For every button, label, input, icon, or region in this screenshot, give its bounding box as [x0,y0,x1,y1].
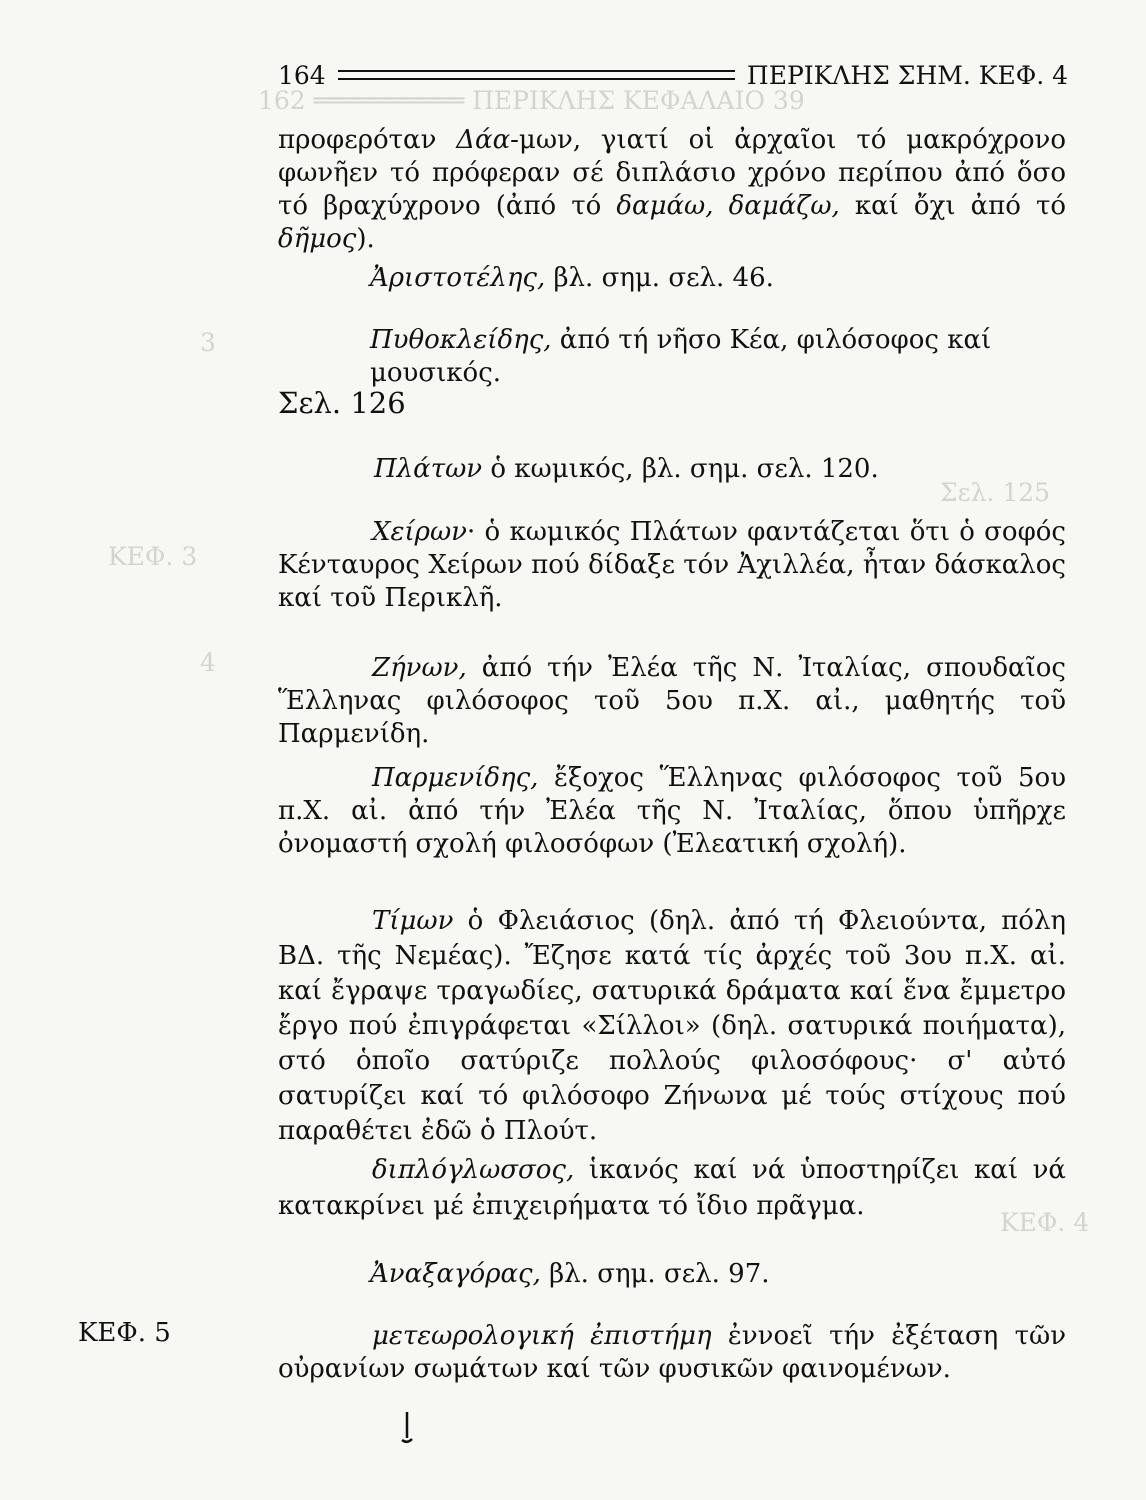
bleed-through-label-4: ΚΕΦ. 4 [1000,1208,1090,1237]
entry-term: Πλάτων [374,454,483,484]
entry-pythokleides: Πυθοκλείδης, ἀπό τή νῆσο Κέα, φιλόσοφος καί μουσικός. [370,325,992,388]
entry-term: Ἀναξαγόρας, [370,1259,541,1289]
bleed-through-sel: Σελ. 125 [940,478,1051,507]
entry-term: Πυθοκλείδης, [370,325,552,355]
entry-aristoteles: Ἀριστοτέλης, βλ. σημ. σελ. 46. [370,263,774,293]
entry-meteorologike: μετεωρολογική ἐπιστήμη ἐννοεῖ τήν ἐξέταση τῶν οὐρανίων σωμάτων καί τῶν φυσικῶν φαινομένων. [278,1321,1066,1384]
entry-term: μετεωρολογική ἐπιστήμη [372,1321,712,1351]
entry-timon: Τίμων ὁ Φλειάσιος (δηλ. ἀπό τή Φλειούντα, πόλη ΒΔ. τῆς Νεμέας). Ἔζησε κατά τίς ἀρχές τοῦ 3ου π.Χ. αἰ. καί ἔγραψε τραγωδίες, σατυρικά δράματα καί ἕνα ἔμμετρο ἔργο πού ἐπιγράφεται «Σίλλοι» (δηλ. σατυρικά ποιήματα), στό ὁποῖο σατύριζε πολλούς φιλοσόφους· σ' αὐτό σατυρίζει καί τό φιλόσοφο Ζήνωνα μέ τούς στίχους πού παραθέτει ἐδῶ ὁ Πλούτ. [278,906,1066,1146]
running-title: ΠΕΡΙΚΛΗΣ ΣΗΜ. ΚΕΦ. 4 [746,60,1068,90]
bleed-through-number-3: 3 [200,328,216,357]
bleed-through-label-3: ΚΕΦ. 3 [108,542,198,571]
stray-ink-mark-icon [398,1410,416,1444]
entry-cheiron: Χείρων· ὁ κωμικός Πλάτων φαντάζεται ὅτι ὁ σοφός Κένταυρος Χείρων πού δίδαξε τόν Ἀχιλλέα, ἦταν δάσκαλος καί τοῦ Περικλῆ. [278,517,1066,613]
entry-term: Ἀριστοτέλης, [370,263,546,293]
entry-term: διπλόγλωσσος, [372,1155,575,1185]
entry-term: Τίμων [372,906,454,936]
entry-diploglossos: διπλόγλωσσος, ἱκανός καί νά ὑποστηρίζει καί νά κατακρίνει μέ ἐπιχειρήματα τό ἴδιο πρᾶγμα. [278,1155,1066,1221]
entry-term: Παρμενίδης, [372,763,539,793]
bleed-through-number-4: 4 [200,648,216,677]
entry-parmenides: Παρμενίδης, ἔξοχος Ἕλληνας φιλόσοφος τοῦ 5ου π.Χ. αἰ. ἀπό τήν Ἐλέα τῆς Ν. Ἰταλίας, ὅπου ὑπῆρχε ὀνομαστή σχολή φιλοσόφων (Ἐλεατική σχολή). [278,763,1066,859]
chapter-label: ΚΕΦ. 5 [78,1318,171,1348]
entry-term: Χείρων [372,517,467,547]
entry-anaxagoras: Ἀναξαγόρας, βλ. σημ. σελ. 97. [370,1259,770,1289]
header-rule [338,70,735,80]
section-heading: Σελ. 126 [278,386,406,420]
entry-term: Ζήνων, [372,653,467,683]
entry-platon: Πλάτων ὁ κωμικός, βλ. σημ. σελ. 120. [374,454,879,484]
running-header [278,58,1068,92]
entry-zenon: Ζήνων, ἀπό τήν Ἐλέα τῆς Ν. Ἰταλίας, σπουδαῖος Ἕλληνας φιλόσοφος τοῦ 5ου π.Χ. αἰ., μαθητής τοῦ Παρμενίδη. [278,653,1066,749]
page-number: 164 [278,60,326,90]
entry-daamon: προφερόταν Δάα-μων, γιατί οἱ ἀρχαῖοι τό μακρόχρονο φωνῆεν τό πρόφεραν σέ διπλάσιο χρόνο περίπου ἀπό ὅσο τό βραχύχρονο (ἀπό τό δαμάω, δαμάζω, καί ὄχι ἀπό τό δῆμος). [278,125,1067,254]
bleed-through-header: 162 ══════════ ΠΕΡΙΚΛΗΣ ΚΕΦΑΛΑΙΟ 39 [258,86,805,115]
